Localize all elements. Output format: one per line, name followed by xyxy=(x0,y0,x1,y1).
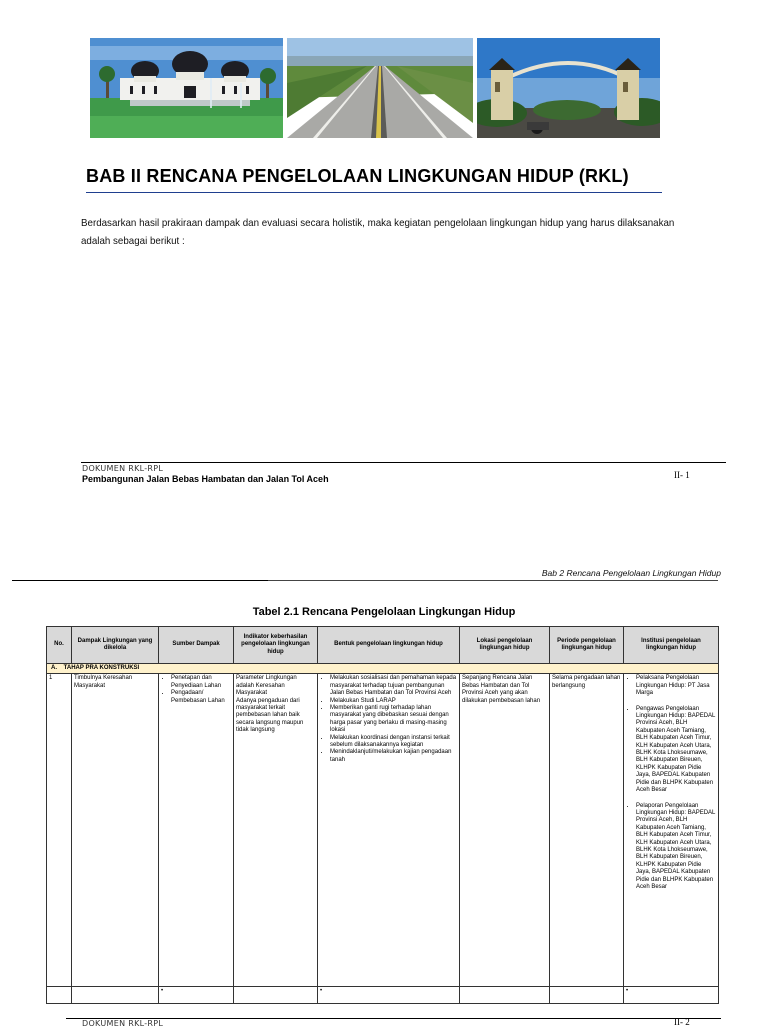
institusi-item: • Pelaporan Pengelolaan Lingkungan Hidup: BAPEDAL Provinsi Aceh, BLH Kabupaten Aceh Tamiang, BLH Kabupaten Aceh Timur, KLH Kabupaten Aceh Utara, BLHK Kota Lhokseumawe, BLH Kabupaten Bireuen, KLHPK Kabupaten Pidie Jaya, BAPEDAL Kabupaten Pidie dan BLHPK Kabupaten Aceh Besar xyxy=(636,803,716,892)
footer-doc-label: DOKUMEN RKL-RPL xyxy=(82,464,164,473)
institusi-item: • Pengawas Pengelolaan Lingkungan Hidup: BAPEDAL Provinsi Aceh, BLH Kabupaten Aceh Tamiang, BLH Kabupaten Aceh Timur, KLH Kabupaten Aceh Utara, BLHK Kota Lhokseumawe, BLH Kabupaten Bireuen, KLHPK Kabupaten Pidie Jaya, BAPEDAL Kabupaten Pidie dan BLHPK Kabupaten Aceh Besar xyxy=(636,706,716,795)
indikator-detail: Adanya pengaduan dari masyarakat terkait pembebasan lahan baik secara langsung maupun tidak langsung xyxy=(236,697,304,734)
table-header-row xyxy=(47,627,719,664)
chapter-title: BAB II RENCANA PENGELOLAAN LINGKUNGAN HIDUP (RKL) xyxy=(86,166,629,186)
header-rule-right xyxy=(268,580,718,581)
bentuk-item: • Melakukan sosialisasi dan pemahaman kepada masyarakat terhadap tujuan pembangunan Jalan Bebas Hambatan dan Tol Provinsi Aceh xyxy=(330,675,457,697)
city-gate-photo xyxy=(477,38,660,138)
page-number-page2: II- 2 xyxy=(674,1017,690,1027)
cell-bullet: • xyxy=(159,987,234,1004)
cell-empty xyxy=(47,987,72,1004)
cell-periode: Selama pengadaan lahan berlangsung xyxy=(550,674,624,987)
institusi-gap xyxy=(636,698,716,706)
stage-label: A. TAHAP PRA KONSTRUKSI xyxy=(47,664,719,674)
cell-empty xyxy=(460,987,550,1004)
col-header-sumber: Sumber Dampak xyxy=(159,627,234,664)
indikator-parameter: Parameter Lingkungan adalah Keresahan Masyarakat xyxy=(236,675,297,697)
sumber-item: • Pengadaan/ Pembebasan Lahan xyxy=(171,690,231,705)
running-head: Bab 2 Rencana Pengelolaan Lingkungan Hidup xyxy=(541,568,721,578)
bentuk-item: • Memberikan ganti rugi terhadap lahan masyarakat yang dibebaskan sesuai dengan harga pasar yang berlaku di masing-masing lokasi xyxy=(330,705,457,735)
header-rule-left xyxy=(12,580,268,581)
bentuk-item: • Melakukan koordinasi dengan instansi terkait sebelum dilaksanakannya kegiatan xyxy=(330,735,457,750)
col-header-bentuk: Bentuk pengelolaan lingkungan hidup xyxy=(318,627,460,664)
bentuk-item: • Menindaklanjuti/melakukan kajian pengadaan tanah xyxy=(330,749,457,764)
footer-project-name: Pembangunan Jalan Bebas Hambatan dan Jalan Tol Aceh xyxy=(82,474,329,484)
col-header-institusi: Institusi pengelolaan lingkungan hidup xyxy=(624,627,719,664)
cell-no: 1 xyxy=(47,674,72,987)
table-caption: Tabel 2.1 Rencana Pengelolaan Lingkungan Hidup xyxy=(252,606,516,618)
col-header-lokasi: Lokasi pengelolaan lingkungan hidup xyxy=(460,627,550,664)
col-header-indikator: Indikator keberhasilan pengelolaan lingkungan hidup xyxy=(234,627,318,664)
cell-bullet: • xyxy=(318,987,460,1004)
footer-rule-page2 xyxy=(66,1018,721,1019)
col-header-dampak: Dampak Lingkungan yang dikelola xyxy=(72,627,159,664)
cell-dampak: Timbulnya Keresahan Masyarakat xyxy=(72,674,159,987)
cell-empty xyxy=(72,987,159,1004)
institusi-gap xyxy=(636,795,716,803)
rkl-table xyxy=(46,626,719,1004)
intro-paragraph: Berdasarkan hasil prakiraan dampak dan evaluasi secara holistik, maka kegiatan pengelolaan lingkungan hidup yang harus dilaksanakan adalah sebagai berikut : xyxy=(81,217,675,247)
bentuk-item: • Melakukan Studi LARAP xyxy=(330,698,457,705)
cell-institusi xyxy=(624,674,719,987)
cell-bentuk xyxy=(318,674,460,987)
page-number: II- 1 xyxy=(674,470,690,480)
title-underline xyxy=(86,192,662,193)
table-row xyxy=(47,674,719,987)
highway-photo xyxy=(287,38,473,138)
cell-lokasi: Sepanjang Rencana Jalan Bebas Hambatan dan Tol Provinsi Aceh yang akan dilakukan pembebasan lahan xyxy=(460,674,550,987)
col-header-no: No. xyxy=(47,627,72,664)
cell-sumber xyxy=(159,674,234,987)
footer-rule xyxy=(81,462,726,463)
mosque-photo xyxy=(90,38,283,138)
sumber-item: • Penetapan dan Penyediaan Lahan xyxy=(171,675,231,690)
cell-empty xyxy=(234,987,318,1004)
table-row-empty xyxy=(47,987,719,1004)
cell-bullet: • xyxy=(624,987,719,1004)
stage-row xyxy=(47,664,719,674)
col-header-periode: Periode pengelolaan lingkungan hidup xyxy=(550,627,624,664)
cell-empty xyxy=(550,987,624,1004)
footer-doc-label-page2: DOKUMEN RKL-RPL xyxy=(82,1019,164,1028)
institusi-item: • Pelaksana Pengelolaan Lingkungan Hidup: PT Jasa Marga xyxy=(636,675,716,697)
cell-indikator xyxy=(234,674,318,987)
